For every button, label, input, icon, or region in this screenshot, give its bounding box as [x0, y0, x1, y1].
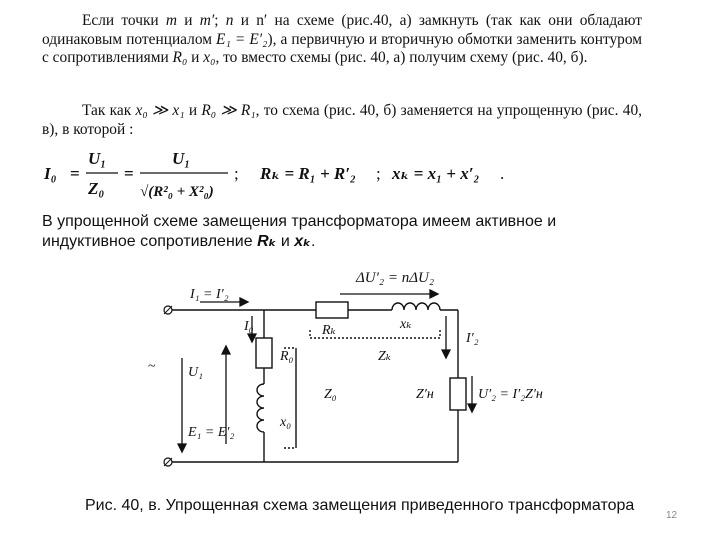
arrow-u1-head [178, 444, 186, 452]
p2-condition-x: x₀ ≫ x₁ [135, 102, 185, 119]
label-rk: Rₖ [322, 323, 336, 338]
equivalent-circuit-diagram [140, 258, 600, 473]
formula-semicolon-2: ; [376, 164, 381, 183]
p2-text: и [184, 102, 202, 119]
formula-eq2: = [124, 164, 134, 183]
formula-semicolon-1: ; [234, 164, 239, 183]
resistor-rk [316, 302, 348, 318]
p1-r0: R₀ [172, 49, 188, 66]
formula-xk: xₖ = x₁ + x′₂ [392, 164, 480, 183]
p2-text: , то схема (рис. 40, б) заменяется на упрощенную (рис. 40, в), в которой : [42, 102, 643, 138]
arrow-i2-head [442, 350, 450, 358]
arrow-i0-head [248, 334, 256, 342]
p3-text: . [310, 233, 316, 250]
p1-equation: E₁ = E′₂ [216, 30, 268, 48]
load-impedance [450, 378, 466, 410]
p1-n-prime: n′ [256, 12, 268, 29]
figure-caption: Рис. 40, в. Упрощенная схема замещения приведенного трансформатора [85, 497, 635, 514]
p1-x0: x₀ [203, 49, 216, 66]
formula-u1-numerator: U₁ [88, 149, 107, 168]
label-zk: Zₖ [378, 349, 391, 364]
p1-text: ), а первичную и вторичную обмотки заменить контуром с сопротивлениями [42, 30, 642, 66]
p1-text: Если точки [82, 12, 166, 29]
arrow-du-head [430, 290, 438, 298]
label-u1: U₁ [188, 365, 203, 380]
p1-text: ; [214, 12, 226, 29]
label-e1: E₁ = E′₂ [188, 425, 235, 440]
label-i1: I₁ = I′₂ [190, 287, 229, 302]
p2-condition-r: R₀ ≫ R₁ [201, 102, 256, 119]
label-xk: xₖ [400, 317, 412, 332]
formula-row [42, 142, 682, 204]
p3-rk: Rₖ [257, 233, 277, 250]
formula-u1-numerator-2: U₁ [172, 149, 191, 168]
arrow-u2-head [468, 404, 476, 412]
label-ac-source: ~ [148, 359, 156, 374]
formula-rk: Rₖ = R₁ + R′₂ [260, 164, 356, 183]
formula-eq1: = [70, 164, 80, 183]
p1-text: и [233, 12, 257, 29]
p1-text: на схеме (рис.40, а) замкнуть (так как они обладают одинаковым потенциалом [42, 12, 643, 48]
p1-n: n [225, 12, 234, 29]
label-x0: x₀ [280, 415, 292, 430]
arrow-i1-head [240, 298, 248, 306]
formula-dot: . [500, 164, 505, 183]
p1-m-prime: m′ [199, 12, 215, 29]
inductor-x0 [257, 384, 264, 432]
label-i0: I₀ [244, 319, 254, 334]
arrow-e1-head [222, 346, 230, 354]
label-delta-u: ΔU′₂ = nΔU₂ [356, 270, 435, 286]
formula-z0-denominator: Z₀ [88, 179, 105, 198]
p3-xk: xₖ [294, 233, 311, 250]
label-r0: R₀ [280, 349, 294, 364]
page-number: 12 [666, 510, 678, 521]
formula-i0: I₀ [44, 164, 57, 183]
label-z0: Z₀ [324, 387, 337, 402]
label-i2-prime: I′₂ [466, 331, 479, 346]
p1-text: и [187, 49, 204, 66]
p1-text: и [177, 12, 200, 29]
label-u2: U′₂ = I′₂Z′н [478, 387, 543, 402]
p1-m: m [165, 12, 178, 29]
paragraph-3 [42, 212, 642, 252]
p1-text: , то вместо схемы (рис. 40, а) получим схему (рис. 40, б). [215, 49, 588, 66]
p3-text: В упрощенной схеме замещения трансформатора имеем активное и индуктивное сопротивление [42, 213, 557, 250]
p2-text: Так как [82, 102, 136, 119]
resistor-r0 [256, 338, 272, 368]
p3-text: и [276, 233, 295, 250]
label-zn: Z′н [416, 387, 434, 402]
formula-sqrt-denominator: √(R²₀ + X²₀) [140, 184, 214, 200]
paragraph-2 [42, 102, 642, 139]
inductor-xk [392, 303, 440, 310]
paragraph-1 [42, 12, 642, 68]
